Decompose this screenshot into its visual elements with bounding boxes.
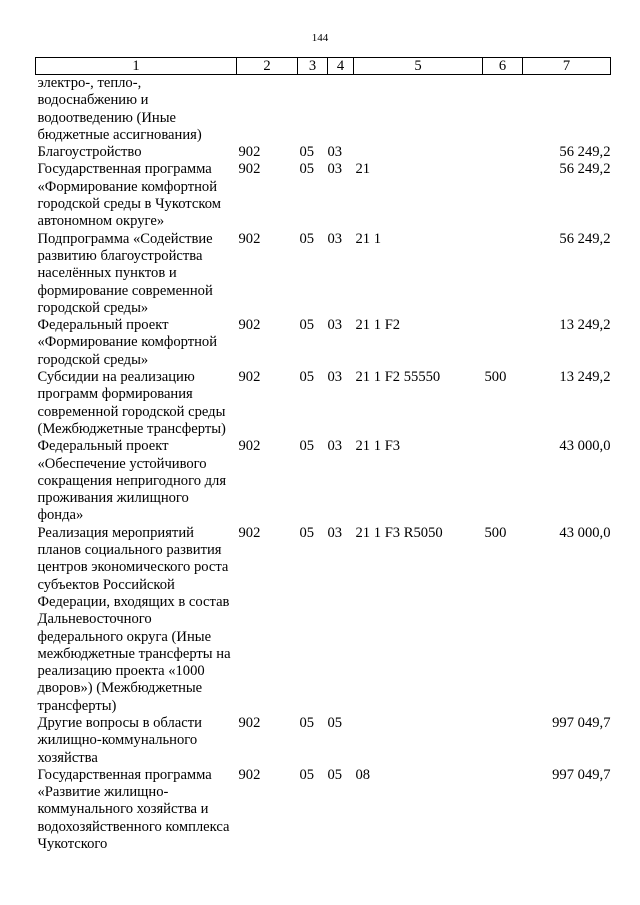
cell-subsection: 03	[327, 369, 343, 386]
cell-section: 05	[299, 524, 315, 541]
cell-expense-type	[483, 438, 523, 524]
table-row	[36, 144, 611, 161]
row-name: Реализация мероприятий планов социального развития центров экономического роста субъектов Российской Федерации, входящих в состав Дальневосточного федерального округа (Иные межбюджетные трансферты на реализацию проекта «1000 дворов») (Межбюджетные трансферты)	[37, 524, 231, 714]
row-name: Подпрограмма «Содействие развитию благоустройства населённых пунктов и формирование современной городской среды»	[37, 230, 213, 316]
column-header-7: 7	[523, 58, 611, 75]
cell-admin-code: 902	[238, 230, 261, 247]
cell-section	[298, 75, 328, 145]
cell-section: 05	[299, 714, 315, 731]
cell-section: 05	[299, 369, 315, 386]
table-row	[36, 369, 611, 438]
page-number: 144	[311, 32, 329, 44]
cell-subsection: 03	[327, 317, 343, 334]
cell-amount: 997 049,7	[552, 766, 611, 783]
cell-expense-type	[483, 715, 523, 767]
column-header-5: 5	[354, 58, 483, 75]
cell-admin-code: 902	[238, 161, 261, 178]
table-row	[36, 75, 611, 145]
row-name: Федеральный проект «Формирование комфортной городской среды»	[37, 317, 218, 368]
cell-admin-code: 902	[238, 438, 261, 455]
cell-subsection	[328, 75, 354, 145]
cell-target-article: 21 1 F3	[355, 438, 401, 455]
row-name: Благоустройство	[37, 144, 142, 161]
column-header-3: 3	[298, 58, 328, 75]
cell-expense-type	[483, 75, 523, 145]
table-row	[36, 525, 611, 715]
cell-amount: 13 249,2	[559, 317, 611, 334]
cell-amount: 43 000,0	[559, 438, 611, 455]
cell-target-article: 21	[355, 161, 371, 178]
table-row	[36, 767, 611, 853]
cell-subsection: 03	[327, 161, 343, 178]
row-name: Федеральный проект «Обеспечение устойчивого сокращения непригодного для проживания жилищного фонда»	[37, 438, 227, 524]
cell-section: 05	[299, 144, 315, 161]
cell-subsection: 03	[327, 438, 343, 455]
cell-amount: 997 049,7	[552, 714, 611, 731]
cell-target-article: 21 1 F3 R5050	[355, 524, 443, 541]
cell-section: 05	[299, 317, 315, 334]
cell-section: 05	[299, 161, 315, 178]
cell-expense-type: 500	[484, 369, 507, 386]
cell-expense-type	[483, 767, 523, 853]
cell-expense-type	[483, 231, 523, 317]
column-header-6: 6	[483, 58, 523, 75]
cell-target-article: 21 1 F2	[355, 317, 401, 334]
cell-admin-code: 902	[238, 369, 261, 386]
cell-target-article: 21 1 F2 55550	[355, 369, 441, 386]
cell-subsection: 05	[327, 714, 343, 731]
table-row	[36, 231, 611, 317]
cell-expense-type: 500	[484, 524, 507, 541]
cell-amount: 56 249,2	[559, 230, 611, 247]
cell-admin-code: 902	[238, 317, 261, 334]
cell-subsection: 05	[327, 766, 343, 783]
cell-target-article: 08	[355, 766, 371, 783]
cell-subsection: 03	[327, 144, 343, 161]
cell-target-article: 21 1	[355, 230, 382, 247]
column-header-1: 1	[36, 58, 237, 75]
cell-section: 05	[299, 438, 315, 455]
cell-subsection: 03	[327, 230, 343, 247]
table-row	[36, 715, 611, 767]
column-header-4: 4	[328, 58, 354, 75]
cell-admin-code: 902	[238, 714, 261, 731]
column-header-2: 2	[237, 58, 298, 75]
table-row	[36, 161, 611, 230]
cell-admin-code	[237, 75, 298, 145]
cell-target-article	[354, 75, 483, 145]
row-name: Другие вопросы в области жилищно-коммунального хозяйства	[37, 714, 202, 766]
cell-target-article	[354, 715, 483, 767]
cell-amount: 56 249,2	[559, 144, 611, 161]
header-row	[36, 58, 611, 75]
cell-amount	[523, 75, 611, 145]
cell-amount: 56 249,2	[559, 161, 611, 178]
cell-subsection: 03	[327, 524, 343, 541]
cell-expense-type	[483, 144, 523, 161]
table-row	[36, 438, 611, 524]
cell-amount: 43 000,0	[559, 524, 611, 541]
row-name: Государственная программа «Формирование комфортной городской среды в Чукотском автономном округе»	[37, 161, 221, 230]
table-row	[36, 317, 611, 369]
cell-amount: 13 249,2	[559, 369, 611, 386]
cell-admin-code: 902	[238, 524, 261, 541]
row-name: Субсидии на реализацию программ формирования современной городской среды (Межбюджетные трансферты)	[37, 369, 226, 437]
cell-admin-code: 902	[238, 766, 261, 783]
cell-section: 05	[299, 766, 315, 783]
budget-table	[35, 57, 611, 853]
cell-admin-code: 902	[238, 144, 261, 161]
cell-section: 05	[299, 230, 315, 247]
row-name: электро-, тепло-, водоснабжению и водоотведению (Иные бюджетные ассигнования)	[37, 75, 202, 143]
cell-expense-type	[483, 317, 523, 369]
cell-expense-type	[483, 161, 523, 230]
row-name: Государственная программа «Развитие жилищно-коммунального хозяйства и водохозяйственного комплекса Чукотского	[37, 766, 230, 853]
cell-target-article	[354, 144, 483, 161]
